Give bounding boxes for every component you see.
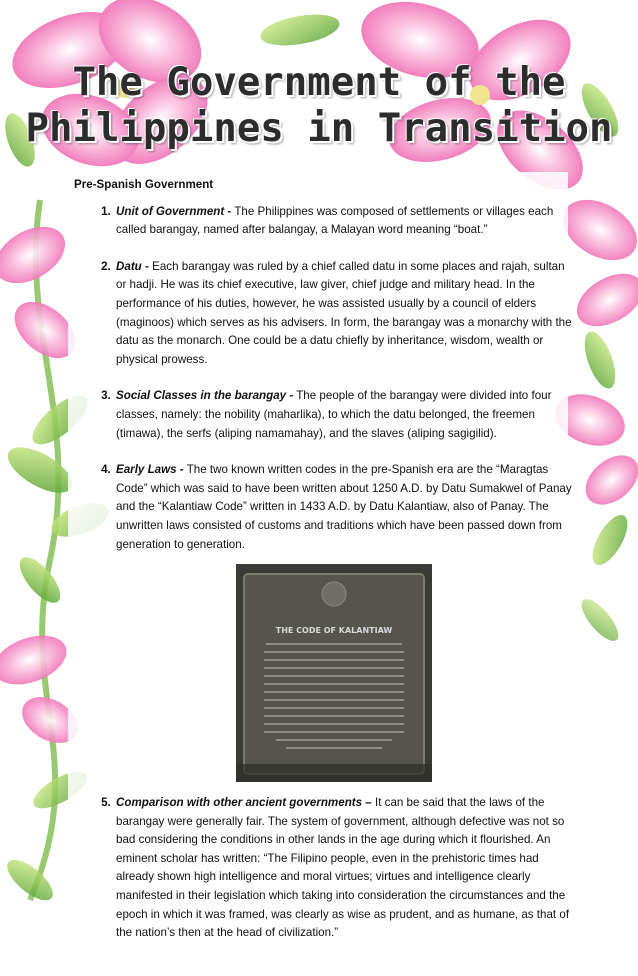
page-title [0,60,638,152]
item-list [74,203,574,555]
item-text: The people of the barangay were divided into four classes, namely: the nobility (maharlika), to which the datu belonged, the freemen (timawa), the serfs (aliping namamahay), and the slaves (aliping sagigilid). [116,389,552,440]
item-title: Unit of Government - [116,204,232,218]
item-text: It can be said that the laws of the barangay were generally fair. The system of government, although defective was not so bad considering the conditions in other lands in the age during which it flourished. An eminent scholar has written: “The Filipino people, even in the prehistoric times had already shown high intelligence and moral virtues; virtues and intelligence clearly manifested in their legislation which taking into consideration the circumstances and the epoch in which it was framed, was clearly as wise as prudent, and as humane, as that of the nation’s then at the head of civilization.” [116,796,570,940]
item-list-continued [74,794,574,943]
item-text: Each barangay was ruled by a chief called datu in some places and rajah, sultan or hadji. He was its chief executive, law giver, chief judge and military head. In the performance of his duties, however, he was assisted usually by a council of elders (maginoos) which serves as his advisers. In form, the barangay was a monarchy with the datu as the monarch. One could be a datu chiefly by inheritance, wisdom, wealth or physical prowess. [116,259,572,366]
list-item [114,461,574,554]
item-title: Early Laws - [116,463,184,477]
item-text: The Philippines was composed of settlements or villages each called barangay, named after balangay, a Malayan word meaning “boat.” [116,204,554,237]
document-body [74,176,574,961]
plaque-figure [74,564,574,784]
title-line-2: Philippines in Transition [25,106,613,151]
item-title: Comparison with other ancient governments – [116,796,372,810]
plaque-heading: THE CODE OF KALANTIAW [275,626,393,636]
list-item [114,387,574,443]
title-line-1: The Government of the [72,60,566,105]
list-item [114,794,574,943]
kalantiaw-plaque-image [236,564,432,782]
section-heading: Pre-Spanish Government [74,178,214,191]
item-text: The two known written codes in the pre-Spanish era are the “Maragtas Code” which was said to have been written about 1250 A.D. by Datu Sumakwel of Panay and the “Kalantiaw Code” written in 1433 A.D. by Datu Kalantiaw, also of Panay. The unwritten laws consisted of customs and traditions which have been passed down from generation to generation. [116,463,572,551]
list-item [114,203,574,240]
item-title: Social Classes in the barangay - [116,389,294,403]
item-title: Datu - [116,259,149,273]
list-item [114,258,574,370]
